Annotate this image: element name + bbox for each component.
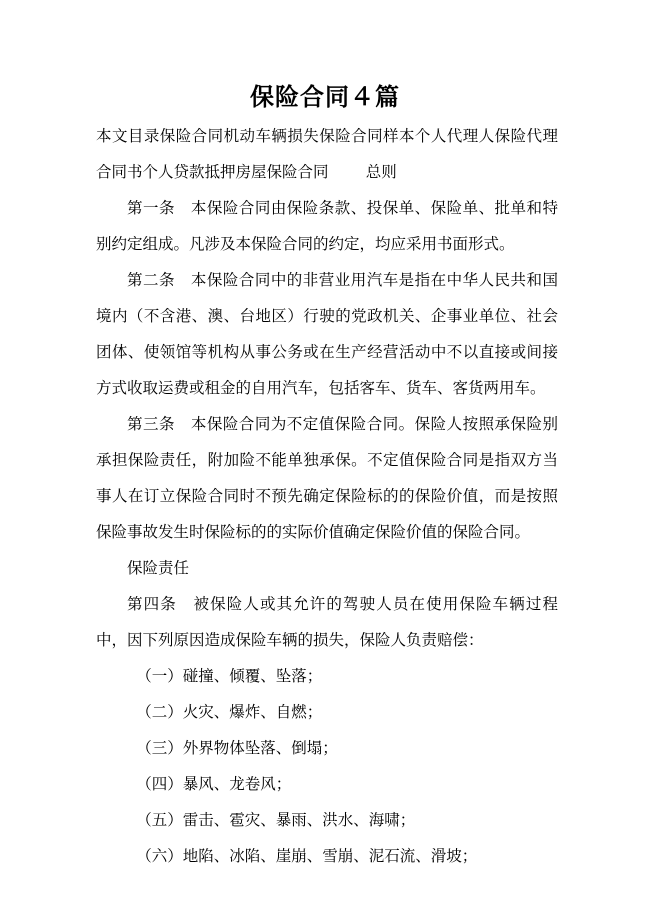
intro-paragraph xyxy=(96,118,558,190)
article-text: 本保险合同中的非营业用汽车是指在中华人民共和国境内（不含港、澳、台地区）行驶的党政机关、企事业单位、社会团体、使领馆等机构从事公务或在生产经营活动中不以直接或间接方式收取运费或租金的自用汽车，包括客车、货车、客货两用车。 xyxy=(96,271,558,397)
table-of-contents-text: 本文目录保险合同机动车辆损失保险合同样本个人代理人保险代理合同书个人贷款抵押房屋保险合同 xyxy=(96,127,558,181)
article-text: 本保险合同由保险条款、投保单、保险单、批单和特别约定组成。凡涉及本保险合同的约定，均应采用书面形式。 xyxy=(96,199,558,253)
article-label: 第四条 xyxy=(127,595,177,613)
article-text: 被保险人或其允许的驾驶人员在使用保险车辆过程中，因下列原因造成保险车辆的损失，保险人负责赔偿： xyxy=(96,595,558,649)
article-label: 第一条 xyxy=(127,199,175,217)
document-body xyxy=(96,118,558,874)
list-item: （六）地陷、冰陷、崖崩、雪崩、泥石流、滑坡； xyxy=(136,847,478,865)
article-label: 第二条 xyxy=(127,271,175,289)
article-1 xyxy=(96,190,558,262)
general-provisions-heading: 总则 xyxy=(365,163,397,181)
article-text: 本保险合同为不定值保险合同。保险人按照承保险别承担保险责任，附加险不能单独承保。不定值保险合同是指双方当事人在订立保险合同时不预先确定保险标的的保险价值，而是按照保险事故发生时保险标的的实际价值确定保险价值的保险合同。 xyxy=(96,415,558,541)
article-label: 第三条 xyxy=(127,415,175,433)
list-item: （三）外界物体坠落、倒塌； xyxy=(136,739,338,757)
list-item: （一）碰撞、倾覆、坠落； xyxy=(136,667,323,685)
article-2 xyxy=(96,262,558,406)
list-item: （二）火灾、爆炸、自燃； xyxy=(136,703,323,721)
list-item: （五）雷击、雹灾、暴雨、洪水、海啸； xyxy=(136,811,416,829)
section-heading-liability: 保险责任 xyxy=(127,559,190,577)
article-4 xyxy=(96,586,558,658)
document-title: 保险合同４篇 xyxy=(250,83,400,111)
article-3 xyxy=(96,406,558,550)
list-item: （四）暴风、龙卷风； xyxy=(136,775,292,793)
